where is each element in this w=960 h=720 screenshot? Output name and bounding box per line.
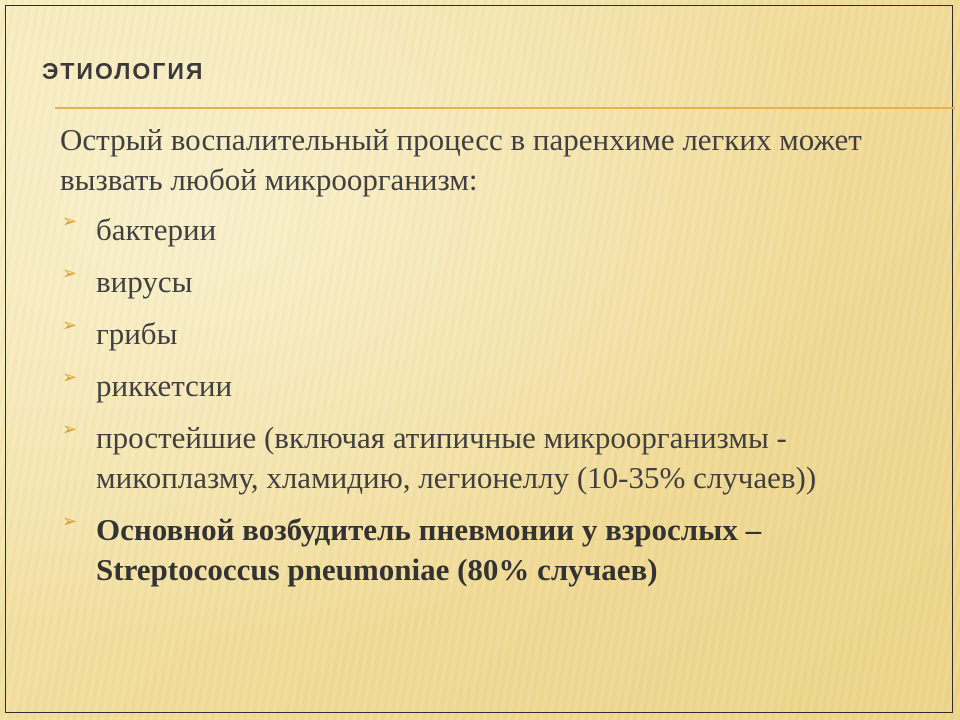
slide-title: ЭТИОЛОГИЯ — [42, 58, 205, 84]
list-item — [60, 418, 930, 498]
list-item — [60, 210, 930, 250]
bullet-text: риккетсии — [96, 368, 233, 403]
bullet-list — [60, 210, 930, 590]
bullet-text: грибы — [96, 316, 178, 351]
list-item — [60, 314, 930, 354]
bullet-text: Основной возбудитель пневмонии у взрослых – Streptococcus pneumoniae (80% случаев) — [96, 512, 762, 587]
bullet-text: вирусы — [96, 264, 193, 299]
arrow-bullet-icon: ➢ — [62, 367, 78, 388]
slide-content — [60, 120, 930, 602]
arrow-bullet-icon: ➢ — [62, 315, 78, 336]
title-divider — [55, 107, 955, 109]
list-item — [60, 510, 930, 590]
arrow-bullet-icon: ➢ — [62, 419, 78, 440]
list-item — [60, 366, 930, 406]
arrow-bullet-icon: ➢ — [62, 211, 78, 232]
arrow-bullet-icon: ➢ — [62, 263, 78, 284]
intro-text: Острый воспалительный процесс в паренхиме легких может вызвать любой микроорганизм: — [60, 122, 862, 197]
bullet-text: простейшие (включая атипичные микроорганизмы - микоплазму, хламидию, легионеллу (10-35% случаев)) — [96, 420, 817, 495]
arrow-bullet-icon: ➢ — [62, 511, 78, 532]
bullet-text: бактерии — [96, 212, 217, 247]
list-item — [60, 262, 930, 302]
